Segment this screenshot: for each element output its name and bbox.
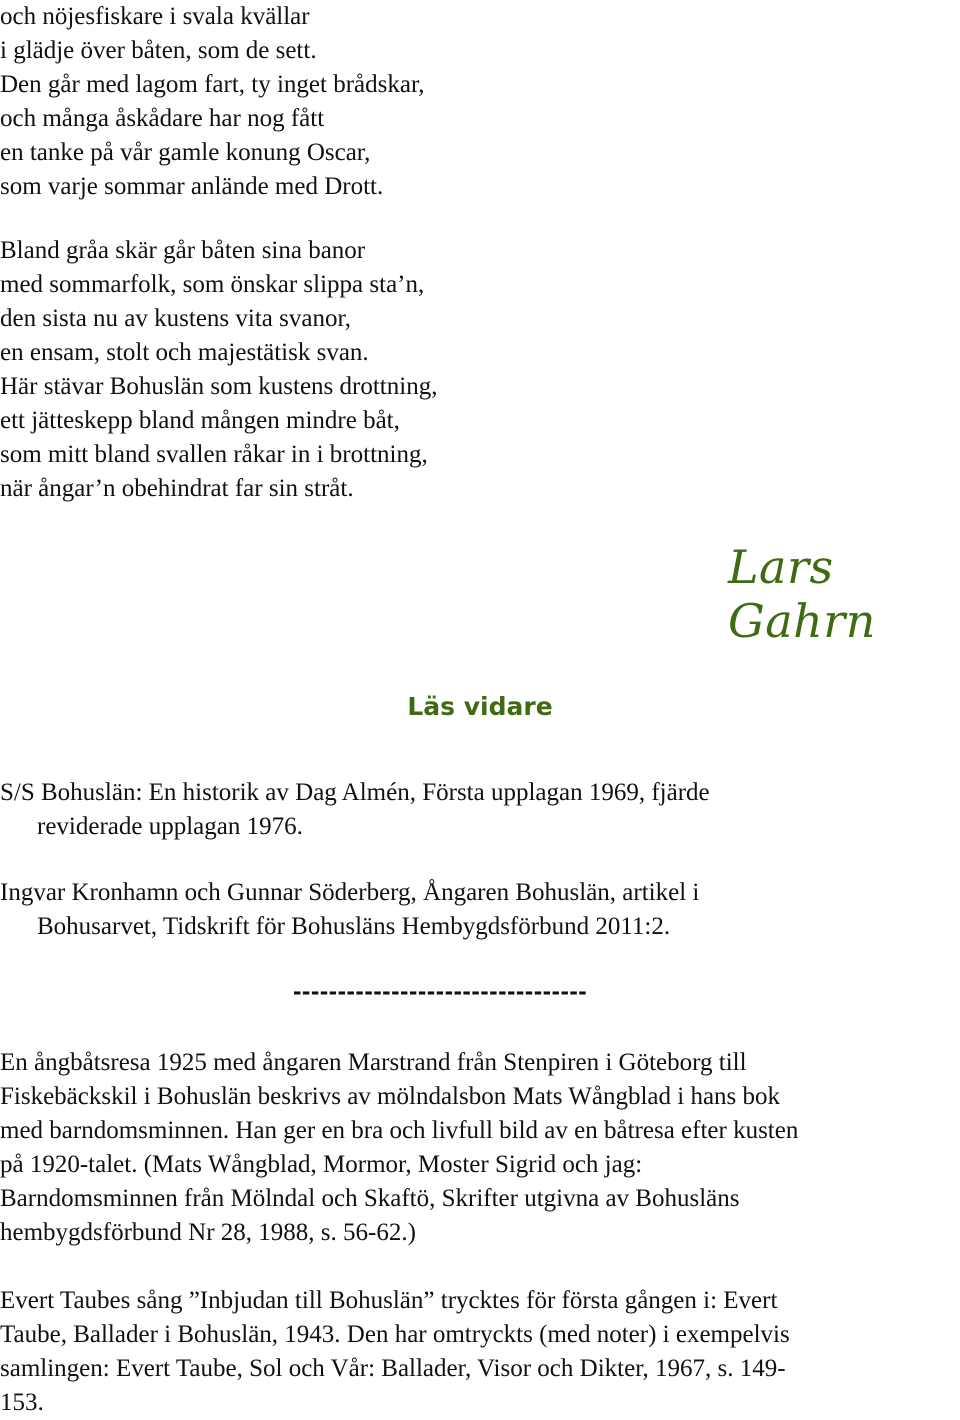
paragraph-line: En ångbåtsresa 1925 med ångaren Marstrand från Stenpiren i Göteborg till: [0, 1049, 747, 1076]
paragraph: [0, 1046, 798, 1250]
paragraph-line: med barndomsminnen. Han ger en bra och livfull bild av en båtresa efter kusten: [0, 1117, 799, 1144]
paragraph-line: hembygdsförbund Nr 28, 1988, s. 56-62.): [0, 1219, 416, 1246]
reference-line: S/S Bohuslän: En historik av Dag Almén, Första upplagan 1969, fjärde: [0, 779, 710, 806]
poem-line: och många åskådare har nog fått: [0, 105, 325, 132]
paragraph-line: Evert Taubes sång ”Inbjudan till Bohuslän” trycktes för första gången i: Evert: [0, 1287, 778, 1314]
poem-line: en ensam, stolt och majestätisk svan.: [0, 339, 369, 366]
author-signature: Lars Gahrn: [728, 540, 876, 648]
section-heading: Läs vidare: [407, 692, 553, 721]
poem-line: som varje sommar anlände med Drott.: [0, 173, 384, 200]
paragraph-line: samlingen: Evert Taube, Sol och Vår: Ballader, Visor och Dikter, 1967, s. 149-: [0, 1355, 786, 1382]
poem-line: Bland gråa skär går båten sina banor: [0, 237, 366, 264]
poem-line: den sista nu av kustens vita svanor,: [0, 305, 352, 332]
reference-line: Bohusarvet, Tidskrift för Bohusläns Hembygdsförbund 2011:2.: [37, 913, 671, 940]
poem-stanza-1: [0, 0, 425, 204]
paragraph-line: Fiskebäckskil i Bohuslän beskrivs av mölndalsbon Mats Wångblad i hans bok: [0, 1083, 781, 1110]
paragraph: [0, 1284, 790, 1420]
poem-line: i glädje över båten, som de sett.: [0, 37, 317, 64]
poem-line: när ångar’n obehindrat far sin stråt.: [0, 475, 354, 502]
poem-stanza-2: [0, 234, 437, 506]
poem-line: en tanke på vår gamle konung Oscar,: [0, 139, 371, 166]
poem-line: med sommarfolk, som önskar slippa sta’n,: [0, 271, 425, 298]
reference-item: [0, 876, 900, 944]
paragraph-line: 153.: [0, 1389, 44, 1416]
reference-line: Ingvar Kronhamn och Gunnar Söderberg, Ångaren Bohuslän, artikel i: [0, 879, 700, 906]
divider-line: ---------------------------------: [292, 980, 588, 1004]
poem-line: ett jätteskepp bland mången mindre båt,: [0, 407, 400, 434]
reference-line: reviderade upplagan 1976.: [37, 813, 303, 840]
poem-line: som mitt bland svallen råkar in i brottning,: [0, 441, 428, 468]
paragraph-line: Barndomsminnen från Mölndal och Skaftö, Skrifter utgivna av Bohusläns: [0, 1185, 740, 1212]
poem-line: och nöjesfiskare i svala kvällar: [0, 3, 310, 30]
poem-line: Den går med lagom fart, ty inget brådskar,: [0, 71, 425, 98]
reference-item: [0, 776, 900, 844]
poem-line: Här stävar Bohuslän som kustens drottning,: [0, 373, 438, 400]
paragraph-line: på 1920-talet. (Mats Wångblad, Mormor, Moster Sigrid och jag:: [0, 1151, 643, 1178]
paragraph-line: Taube, Ballader i Bohuslän, 1943. Den har omtryckts (med noter) i exempelvis: [0, 1321, 790, 1348]
